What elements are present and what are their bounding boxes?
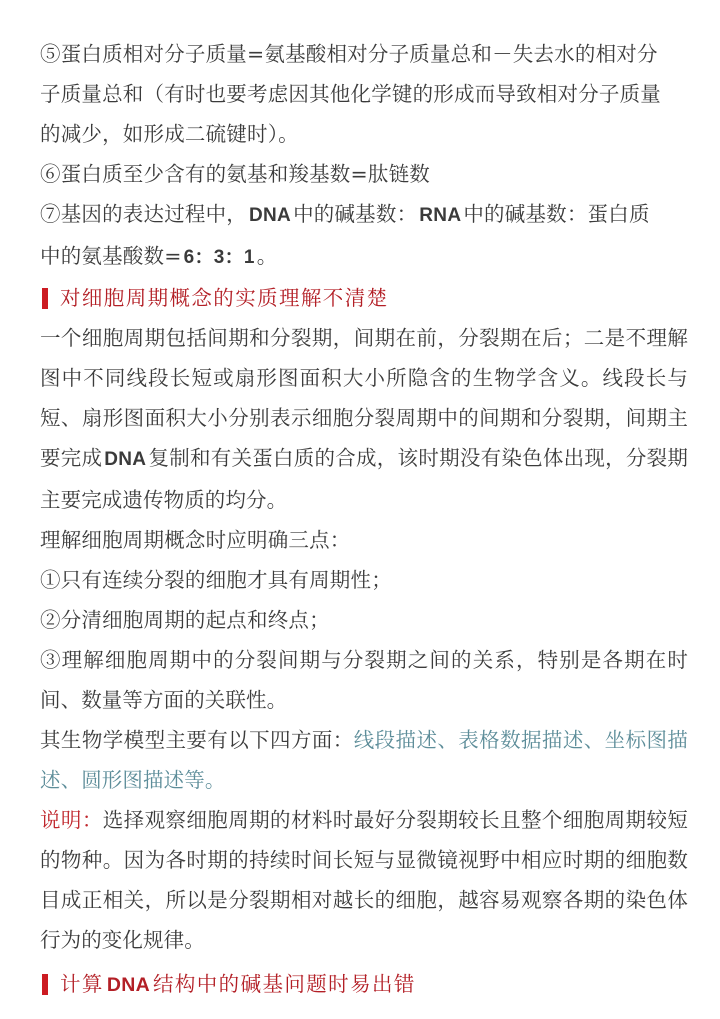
para1-text-b: 复制和有关蛋白质的合成，该时期没有染色体出现，分裂期主要完成遗传物质的均分。: [40, 446, 688, 512]
formula-item-7-line-2: [40, 236, 688, 278]
item7-ratio-value: 6：3：1: [183, 247, 255, 268]
para1-dna-label: DNA: [104, 449, 147, 470]
models-prefix: 其生物学模型主要有以下四方面：: [40, 728, 354, 752]
formula-item-7-line-1: [40, 194, 688, 236]
point-item-2: ②分清细胞周期的起点和终点；: [40, 608, 330, 632]
section-heading-dna-bases: [40, 964, 688, 1005]
point-item-3: ③理解细胞周期中的分裂间期与分裂期之间的关系，特别是各期在时间、数量等方面的关联性。: [40, 648, 688, 712]
document-content: [40, 34, 688, 1005]
item7-rna-label: RNA: [419, 205, 462, 226]
item7-text-c: 中的碱基数：蛋白质: [463, 202, 650, 226]
paragraph-cell-cycle-explain: [40, 318, 688, 520]
para1-text-a: 一个细胞周期包括间期和分裂期，间期在前，分裂期在后；二是不理解图中不同线段长短或扇形图面积大小所隐含的生物学含义。线段长与短、扇形图面积大小分别表示细胞分裂周期中的间期和分裂期，间期主要完成: [40, 326, 688, 470]
heading-marker-bar: [42, 288, 48, 309]
models-suffix: 。: [204, 768, 226, 792]
item7-text-d: 中的氨基酸数=: [40, 244, 182, 268]
item7-text-e: 。: [256, 244, 278, 268]
item7-text-a: ⑦基因的表达过程中，: [40, 202, 247, 226]
formula-item-6: ⑥蛋白质至少含有的氨基和羧基数=肽链数: [40, 162, 430, 186]
heading-2-text-b: 结构中的碱基问题时易出错: [152, 972, 416, 996]
item7-text-b: 中的碱基数：: [293, 202, 418, 226]
models-list-highlight: 线段描述、表格数据描述、坐标图描述、圆形图描述等: [40, 728, 688, 792]
item7-dna-label: DNA: [249, 205, 292, 226]
paragraph-bio-models: [40, 720, 688, 800]
paragraph-three-points-lead: 理解细胞周期概念时应明确三点：: [40, 528, 351, 552]
heading-marker-bar: [42, 974, 48, 995]
heading-2-dna-label: DNA: [106, 974, 150, 996]
section-heading-cell-cycle: [40, 278, 688, 318]
formula-item-5-line-3: 的减少，如形成二硫键时）。: [40, 122, 299, 146]
note-text: 选择观察细胞周期的材料时最好分裂期较长且整个细胞周期较短的物种。因为各时期的持续时间长短与显微镜视野中相应时期的细胞数目成正相关，所以是分裂期相对越长的细胞，越容易观察各期的染色体行为的变化规律。: [40, 808, 688, 952]
formula-item-5-line-2: 子质量总和（有时也要考虑因其他化学键的形成而导致相对分子质量: [40, 82, 661, 106]
formula-item-5-line-1: ⑤蛋白质相对分子质量=氨基酸相对分子质量总和－失去水的相对分: [40, 42, 658, 66]
note-label: 说明：: [40, 808, 103, 832]
point-item-1: ①只有连续分裂的细胞才具有周期性；: [40, 568, 392, 592]
heading-2-text-a: 计算: [60, 972, 104, 996]
heading-1-text: 对细胞周期概念的实质理解不清楚: [60, 286, 389, 310]
note-block: [40, 800, 688, 960]
